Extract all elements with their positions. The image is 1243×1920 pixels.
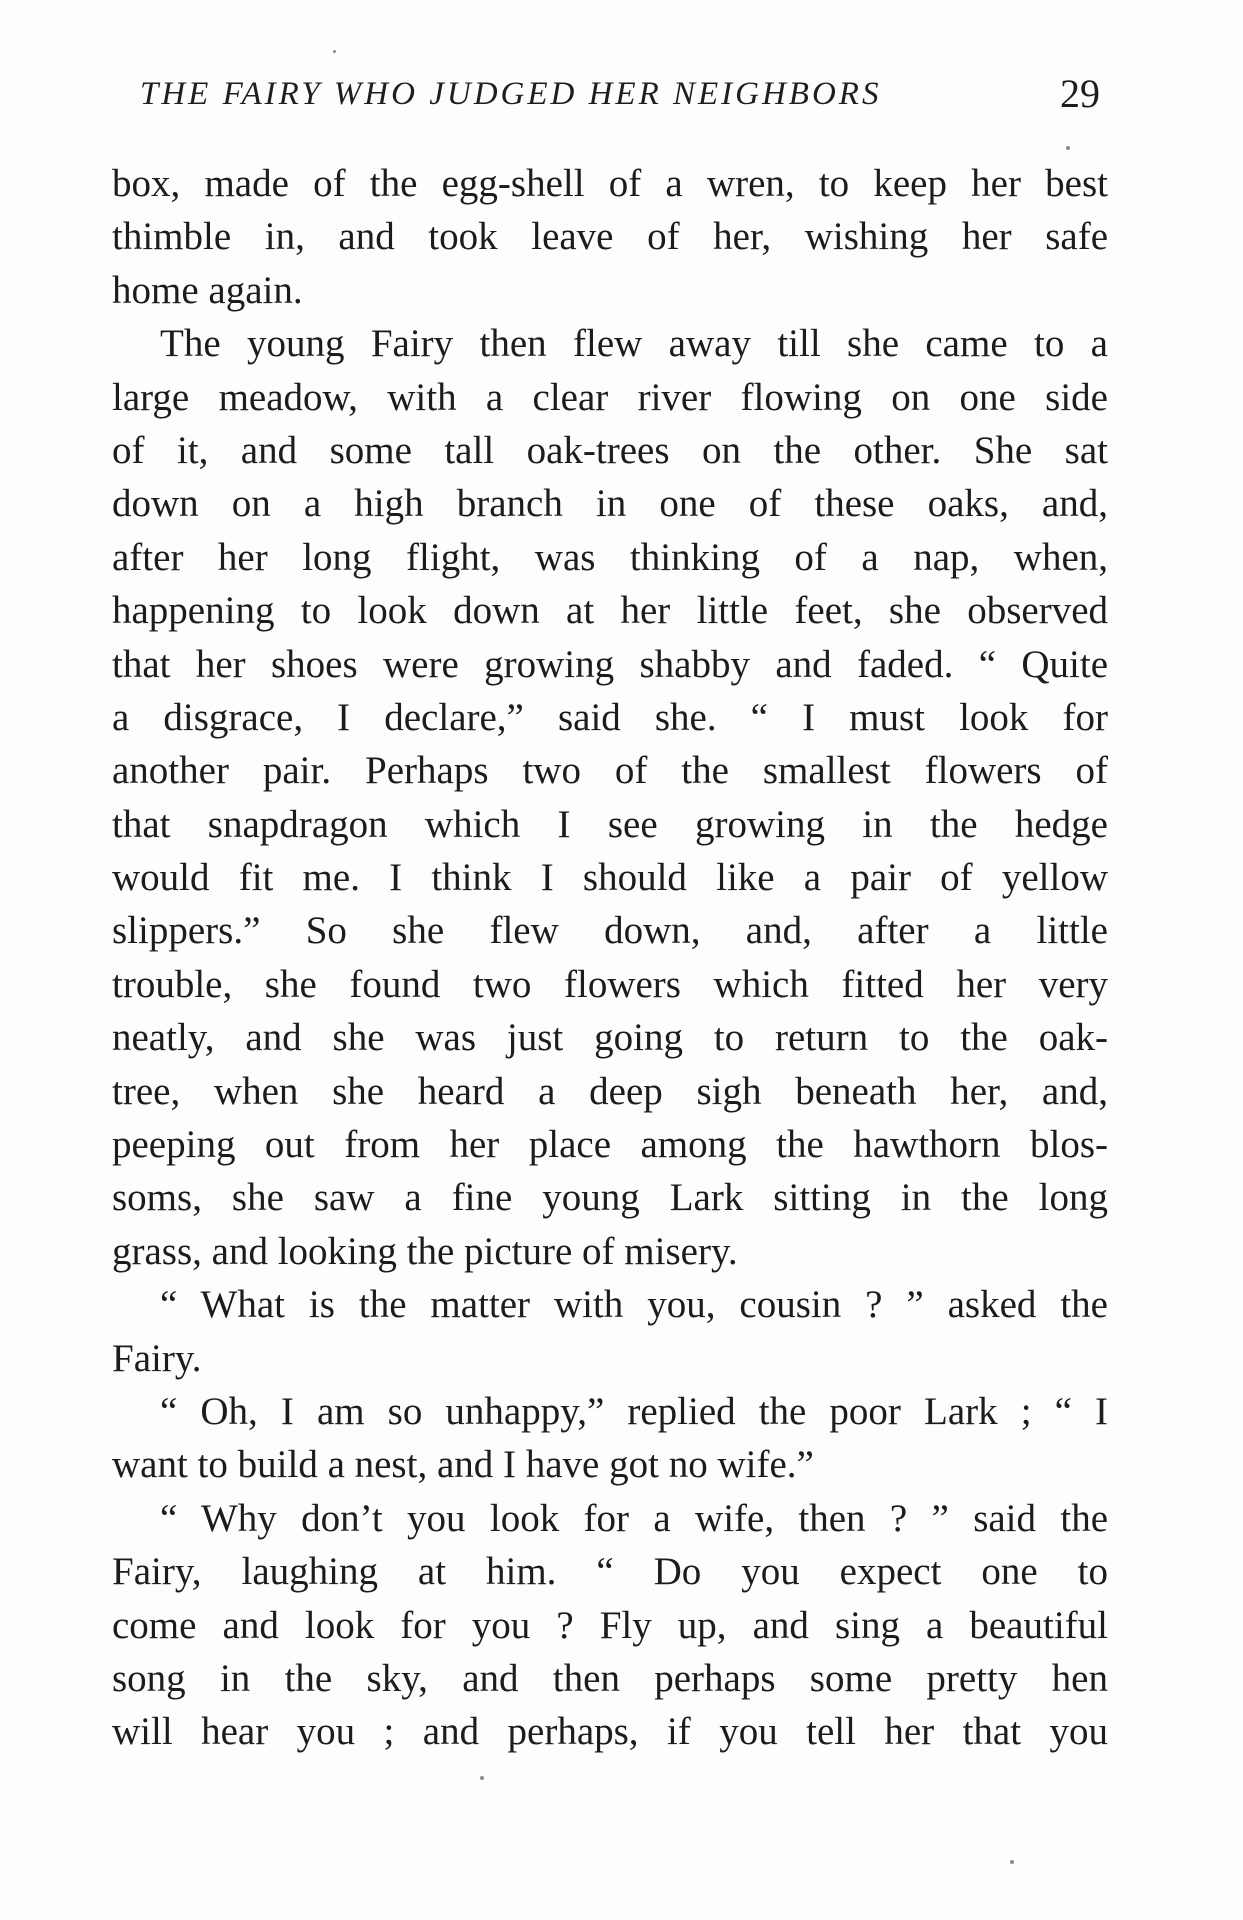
text-line: Fairy. — [112, 1336, 202, 1380]
text-line: want to build a nest, and I have got no wife.” — [112, 1443, 814, 1487]
text-line: home again. — [112, 268, 303, 312]
text-line: that her shoes were growing shabby and faded. “ Quite — [112, 642, 1108, 686]
text-line: box, made of the egg-shell of a wren, to keep her best — [112, 162, 1108, 205]
text-line: down on a high branch in one of these oaks, and, — [112, 482, 1108, 526]
text-line: soms, she saw a fine young Lark sitting in the long — [112, 1176, 1108, 1220]
text-line: of it, and some tall oak-trees on the other. She sat — [112, 428, 1108, 472]
text-line: neatly, and she was just going to return to the oak- — [112, 1016, 1108, 1060]
text-line: large meadow, with a clear river flowing on one side — [112, 375, 1108, 419]
text-line: after her long flight, was thinking of a nap, when, — [112, 535, 1108, 579]
text-line: tree, when she heard a deep sigh beneath her, and, — [112, 1069, 1108, 1113]
text-line: “ What is the matter with you, cousin ? ” asked the — [160, 1283, 1108, 1327]
running-head — [140, 70, 1100, 130]
paper-speck — [480, 1776, 484, 1780]
text-line: trouble, she found two flowers which fitted her very — [112, 962, 1108, 1006]
text-line: peeping out from her place among the hawthorn blos- — [112, 1123, 1108, 1167]
text-line: “ Oh, I am so unhappy,” replied the poor Lark ; “ I — [160, 1389, 1108, 1433]
page-number: 29 — [1060, 71, 1100, 116]
paper-speck — [333, 50, 336, 53]
text-line: a disgrace, I declare,” said she. “ I must look for — [112, 695, 1108, 739]
text-line: that snapdragon which I see growing in the hedge — [112, 802, 1108, 846]
text-line: The young Fairy then flew away till she came to a — [160, 322, 1108, 366]
text-line: “ Why don’t you look for a wife, then ? ” said the — [160, 1496, 1108, 1540]
text-line: happening to look down at her little feet, she observed — [112, 589, 1108, 633]
text-line: Fairy, laughing at him. “ Do you expect one to — [112, 1550, 1108, 1594]
text-line: would fit me. I think I should like a pair of yellow — [112, 856, 1108, 900]
text-line: slippers.” So she flew down, and, after a little — [112, 909, 1108, 953]
text-line: will hear you ; and perhaps, if you tell her that you — [112, 1710, 1108, 1754]
paper-speck — [1066, 146, 1070, 150]
text-line: grass, and looking the picture of misery. — [112, 1229, 738, 1273]
body-text — [112, 157, 1108, 1759]
text-line: thimble in, and took leave of her, wishing her safe — [112, 215, 1108, 259]
text-line: another pair. Perhaps two of the smallest flowers of — [112, 749, 1108, 793]
paper-speck — [1010, 1860, 1014, 1864]
text-line: come and look for you ? Fly up, and sing a beautiful — [112, 1603, 1108, 1647]
running-title: THE FAIRY WHO JUDGED HER NEIGHBORS — [140, 76, 882, 112]
text-line: song in the sky, and then perhaps some pretty hen — [112, 1656, 1108, 1700]
